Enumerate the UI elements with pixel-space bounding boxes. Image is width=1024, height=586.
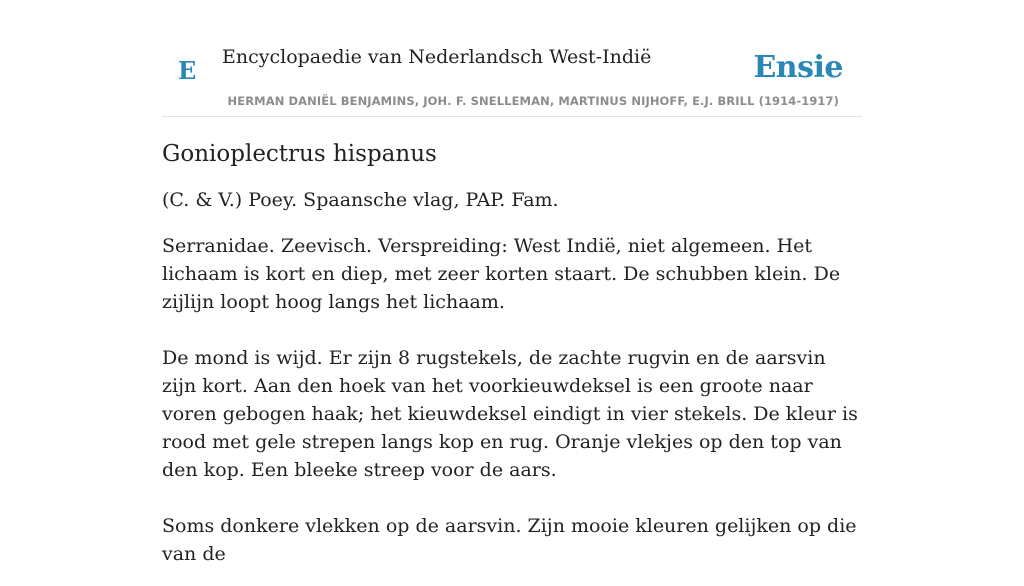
book-title: Encyclopaedie van Nederlandsch West-Indië (222, 46, 652, 68)
entry-paragraph-4: Soms donkere vlekken op de aarsvin. Zijn mooie kleuren gelijken op die van de (162, 515, 857, 565)
entry-paragraph-2: Serranidae. Zeevisch. Verspreiding: West Indië, niet algemeen. Het lichaam is kort en diep, met zeer korten staart. De schubben klein. De zijlijn loopt hoog langs het lichaam. (162, 235, 841, 313)
entry-paragraph-1: (C. & V.) Poey. Spaansche vlag, PAP. Fam. (162, 189, 559, 211)
site-header (162, 40, 862, 117)
authors-line: HERMAN DANIËL BENJAMINS, JOH. F. SNELLEMAN, MARTINUS NIJHOFF, E.J. BRILL (1914-1917) (227, 94, 839, 108)
ensie-logo-icon[interactable]: E (178, 56, 197, 85)
entry-content (162, 138, 862, 586)
entry-paragraph-3: De mond is wijd. Er zijn 8 rugstekels, de zachte rugvin en de aarsvin zijn kort. Aan den hoek van het voorkieuwdeksel is een groote naar voren gebogen haak; het kieuwdeksel eindigt in vier stekels. De kleur is rood met gele strepen langs kop en rug. Oranje vlekjes op den top van den kop. Een bleeke streep voor de aars. (162, 347, 858, 481)
entry-title: Gonioplectrus hispanus (162, 141, 437, 167)
ensie-brand-link[interactable]: Ensie (753, 50, 843, 85)
